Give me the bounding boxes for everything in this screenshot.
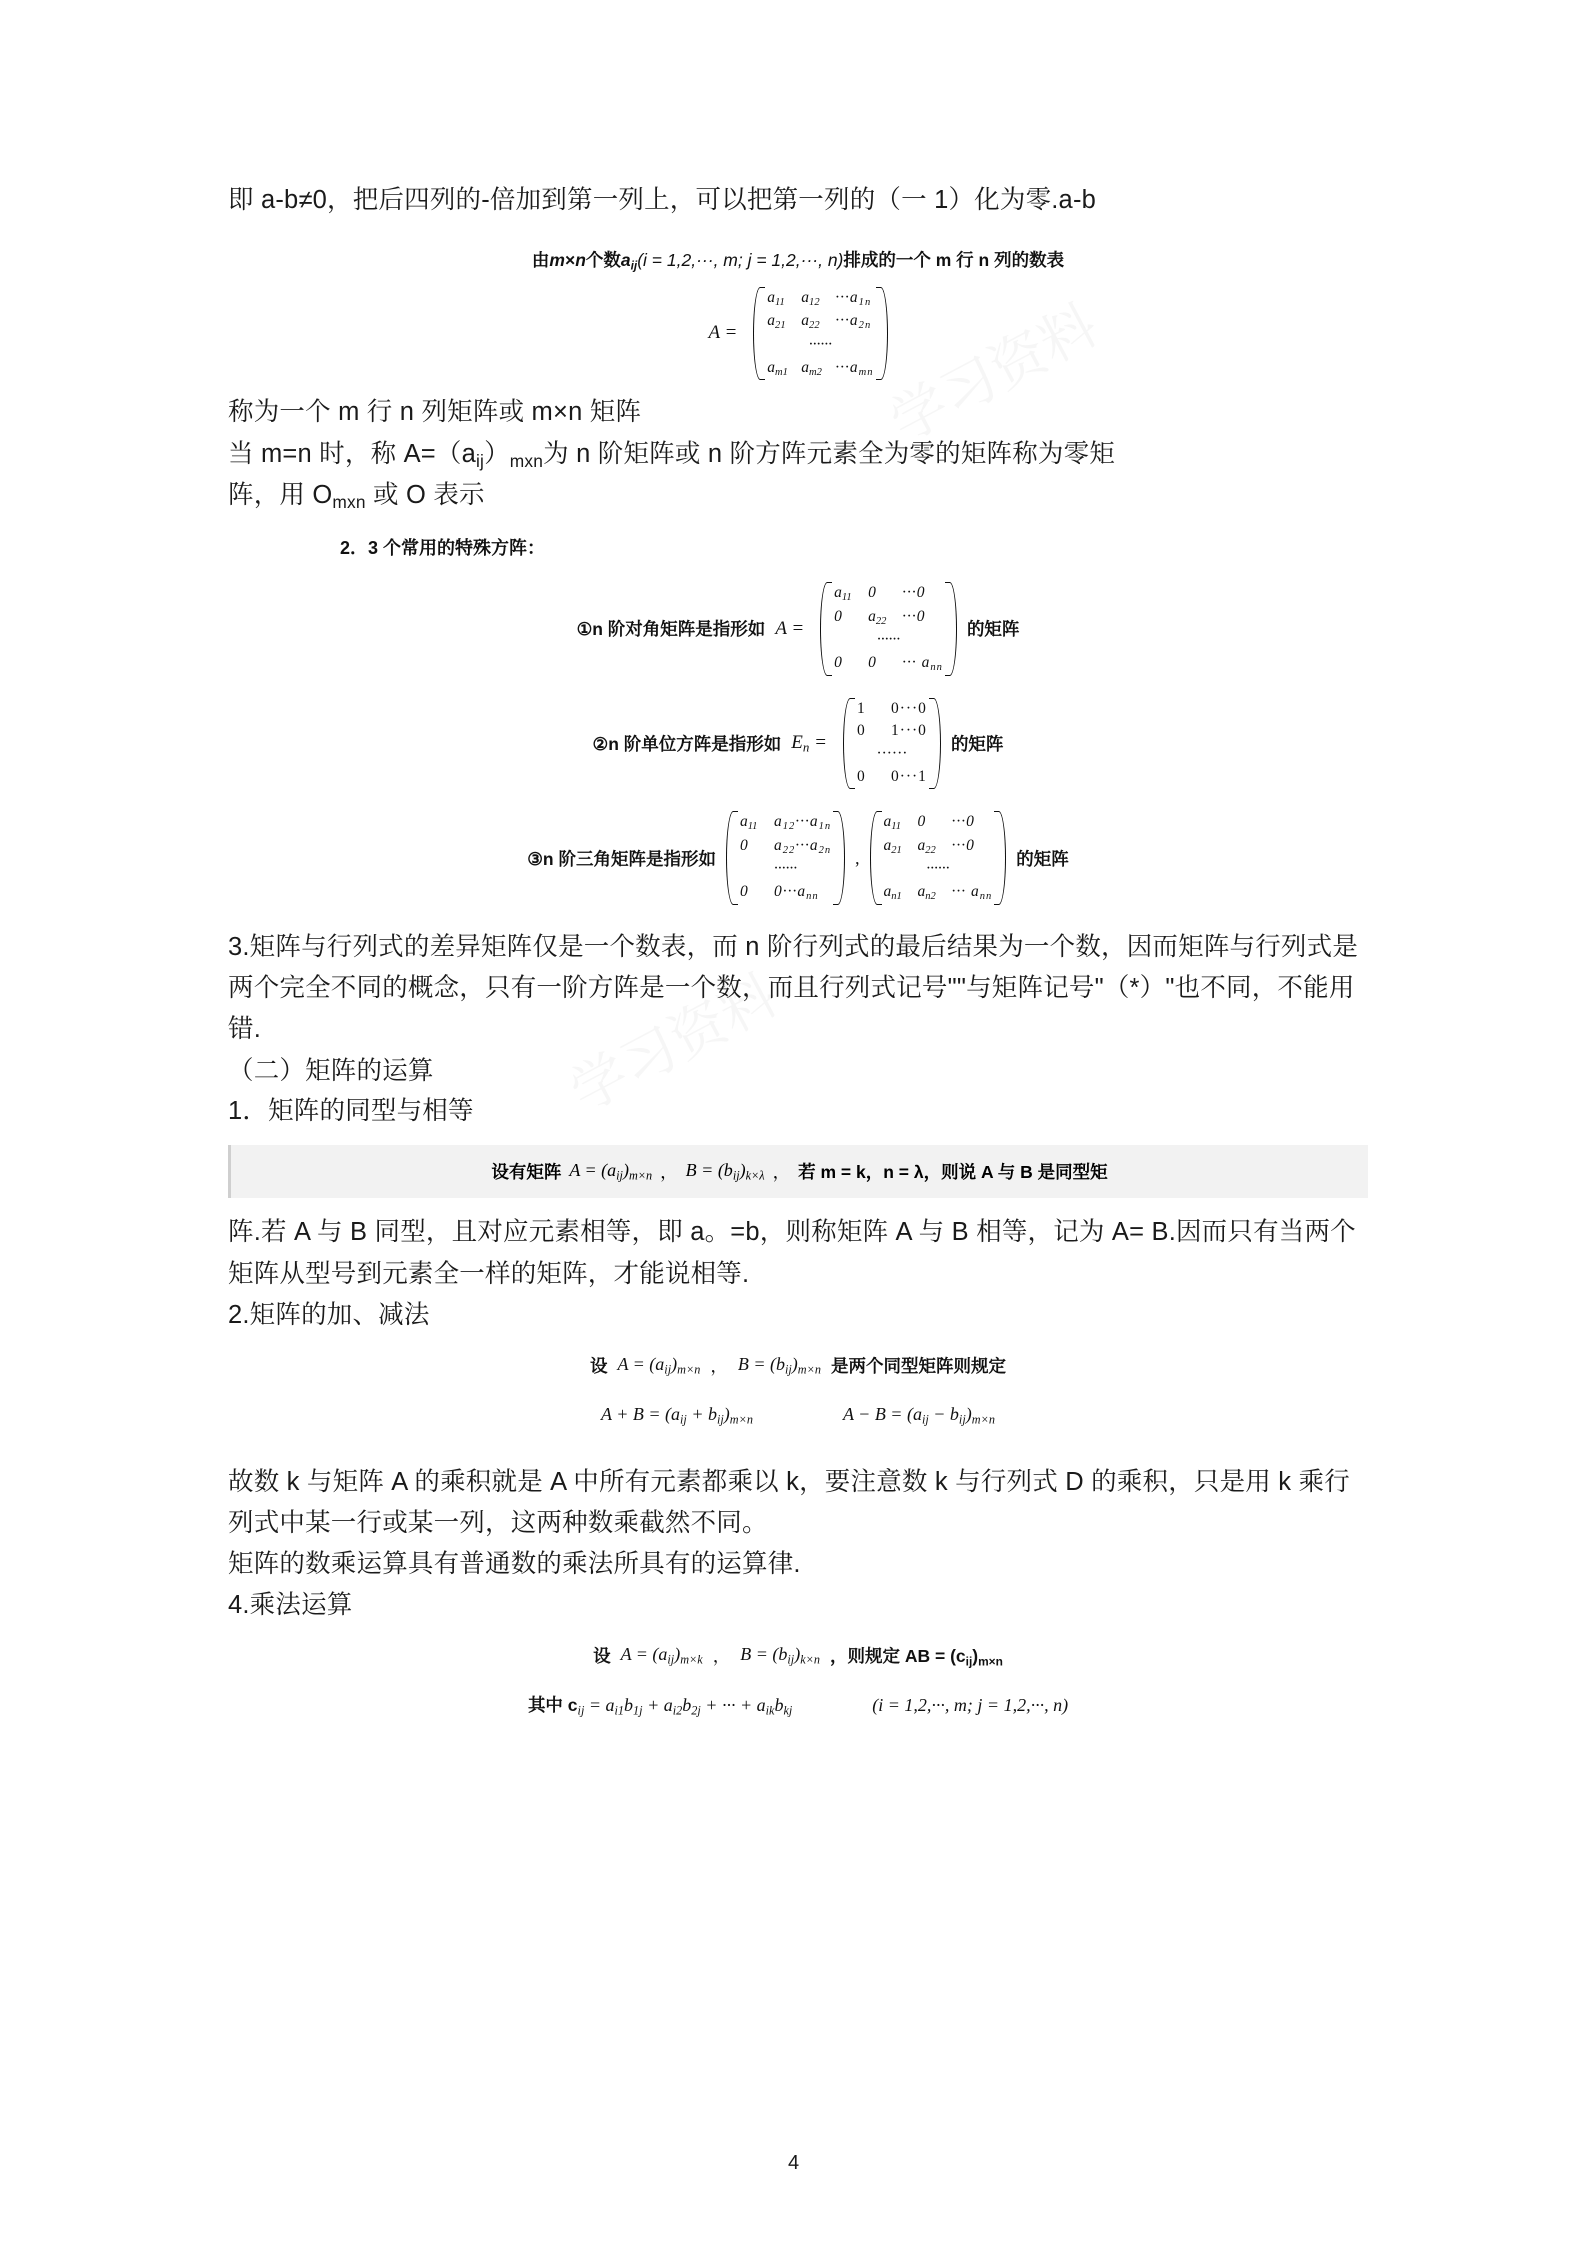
item2-eq-sub: n	[802, 739, 810, 755]
fig1-caption-n: n	[575, 250, 586, 271]
matrix-row: $a_{11}$ $a_{12} \cdot\cdot\cdot a_{1n}$	[767, 288, 872, 308]
paragraph-6: （二）矩阵的运算	[228, 1056, 434, 1085]
fig5-cij-formula	[528, 1692, 792, 1718]
fig1-caption-range: (i = 1,2,···, m; j = 1,2,···, n)	[637, 250, 844, 271]
fig5-suffix-text: ，则规定 AB = (c	[830, 1645, 966, 1666]
fig4-prefix: 设	[589, 1356, 608, 1377]
fig4-suffix: 是两个同型矩阵则规定	[831, 1356, 1006, 1377]
fig5-a-sub: ij	[667, 1652, 675, 1667]
fig5-expr-a	[621, 1644, 703, 1667]
fig1-caption-m: m	[549, 250, 565, 271]
item3-matrix-upper	[726, 811, 845, 905]
fig5-term2-b-sub: 2j	[691, 1703, 701, 1718]
matrix-row: 0 0···1	[856, 768, 927, 786]
fig5-b-dim: k×n	[800, 1652, 821, 1667]
paragraph-4	[228, 475, 1368, 516]
item1-suffix: 的矩阵	[966, 619, 1020, 640]
item2-eq-label	[791, 732, 827, 756]
item3-suffix: 的矩阵	[1016, 848, 1069, 869]
page-number: 4	[787, 2152, 800, 2174]
fig4-a: A = (a	[617, 1353, 665, 1374]
fig5-prefix: 设	[593, 1645, 611, 1666]
matrix-row: $a_{m1}$ $a_{m2} \cdot\cdot\cdot a_{mn}$	[767, 358, 874, 378]
fig4-sub-a: A − B = (a	[843, 1404, 922, 1425]
fig1-caption-ij: ij	[630, 258, 638, 273]
fig5-term3-b-sub: kj	[783, 1703, 793, 1718]
fig5-term2-b: b	[682, 1695, 692, 1716]
fig3-comma1: ，	[660, 1162, 678, 1183]
p3-part-c: 为 n 阶矩阵或 n 阶方阵元素全为零的矩阵称为零矩	[543, 439, 1116, 468]
fig5-b-tail: )	[794, 1643, 801, 1664]
fig3-prefix: 设有矩阵	[491, 1162, 562, 1183]
fig3-comma2: ，	[772, 1162, 791, 1183]
matrix-row: 0 0 ··· $a_{nn}$	[834, 654, 943, 673]
fig4-add-dim: m×n	[729, 1412, 753, 1427]
fig5-term3-a: + ··· + a	[700, 1695, 766, 1716]
fig4-a-tail: )	[671, 1353, 678, 1374]
fig4-sub-b-sub: ij	[958, 1412, 966, 1427]
fig4-b-tail: )	[791, 1353, 798, 1374]
fig4-a-dim: m×n	[677, 1362, 701, 1377]
matrix-row: 0 $0\cdot\cdot\cdot a_{nn}$	[739, 883, 819, 903]
fig5-term2-a-sub: i2	[672, 1703, 683, 1718]
figure1-caption	[532, 247, 1064, 272]
fig3-b: B = (b	[685, 1160, 733, 1181]
fig3-a-tail: )	[622, 1160, 629, 1181]
fig4-add-mid: + b	[686, 1404, 717, 1425]
fig3-expr-b	[686, 1160, 765, 1183]
item2-eq-equals: =	[814, 731, 827, 753]
fig5-term2-a: + a	[642, 1695, 673, 1716]
p3-sub-ij: ij	[475, 450, 485, 471]
fig5-c-tail: )	[972, 1645, 979, 1666]
matrix-row: ······	[876, 745, 908, 763]
fig5-term1-b: b	[624, 1695, 634, 1716]
fig1-caption-mid: 个数	[585, 250, 621, 271]
fig5-c-sub: ij	[965, 1654, 973, 1669]
paragraph-7: 1．矩阵的同型与相等	[228, 1097, 474, 1126]
fig3-b-sub: ij	[732, 1168, 740, 1183]
fig3-b-tail: )	[739, 1160, 746, 1181]
item2-label: ②n 阶单位方阵是指形如	[592, 733, 782, 754]
fig4-b-dim: m×n	[797, 1362, 821, 1377]
item3-comma: ,	[855, 847, 860, 868]
paragraph-5: 3.矩阵与行列式的差异矩阵仅是一个数表，而 n 阶行列式的最后结果为一个数，因而矩阵与行列式是两个完全不同的概念，只有一阶方阵是一个数，而且行列式记号""与矩阵记号"（*）"也不同，不能用错.	[228, 932, 1359, 1044]
fig5-b-sub: ij	[787, 1652, 795, 1667]
matrix-row: ······	[773, 860, 798, 878]
fig4-add-b-sub: ij	[716, 1412, 724, 1427]
fig4-expr-b	[738, 1354, 821, 1377]
figure-special-matrices	[228, 534, 1368, 905]
fig4-sub-tail: )	[965, 1404, 972, 1425]
p3-sub-mxn: mxn	[509, 450, 544, 471]
page-content	[228, 180, 1368, 1729]
fig3-a-dim: m×n	[628, 1168, 653, 1183]
fig4-add-a-sub: ij	[680, 1412, 687, 1427]
fig4-b-sub: ij	[784, 1362, 792, 1377]
matrix-row: 0 $a_{22} \cdot\cdot\cdot 0$	[834, 607, 926, 627]
figure-matrix-definition	[228, 247, 1368, 380]
paragraph-10: 故数 k 与矩阵 A 的乘积就是 A 中所有元素都乘以 k，要注意数 k 与行列式 D 的乘积，只是用 k 乘行列式中某一行或某一列，这两种数乘截然不同。	[228, 1467, 1350, 1537]
fig5-a-tail: )	[674, 1643, 681, 1664]
fig4-eq-sub	[843, 1404, 995, 1427]
fig4-expr-a	[617, 1354, 700, 1377]
p3-part-b: ）	[484, 439, 510, 468]
fig5-term1-a: = a	[584, 1695, 615, 1716]
fig5-cij-sub: ij	[577, 1703, 585, 1718]
fig5-term3-a-sub: ik	[765, 1703, 775, 1718]
matrix-row: $a_{11}$ 0 ···0	[883, 813, 975, 833]
fig1-eq-label: A =	[708, 322, 738, 344]
fig1-caption-prefix: 由	[531, 250, 550, 271]
fig5-suffix	[830, 1643, 1003, 1668]
figure2-item-diagonal	[228, 582, 1368, 676]
matrix-row: 0 1···0	[856, 722, 927, 740]
figure-same-type-definition	[228, 1145, 1368, 1198]
matrix-row: 0 $a_{22}\cdot\cdot\cdot a_{2n}$	[739, 836, 832, 856]
matrix-row: $a_{21}$ $a_{22} \cdot\cdot\cdot 0$	[883, 836, 975, 856]
fig3-cond: 若 m = k，n = λ，则说 A 与 B 是同型矩	[798, 1162, 1108, 1183]
paragraph-8: 阵.若 A 与 B 同型，且对应元素相等，即 a。=b，则称矩阵 A 与 B 相等，记为 A= B.因而只有当两个矩阵从型号到元素全一样的矩阵，才能说相等.	[228, 1218, 1356, 1288]
item1-label: ①n 阶对角矩阵是指形如	[576, 619, 766, 640]
fig5-cij-prefix: 其中 c	[527, 1695, 578, 1716]
figure2-heading: 2．3 个常用的特殊方阵：	[340, 537, 546, 558]
matrix-row: $a_{11}$ $a_{12}\cdot\cdot\cdot a_{1n}$	[739, 813, 832, 833]
paragraph-11: 矩阵的数乘运算具有普通数的乘法所具有的运算律.	[228, 1550, 801, 1579]
fig5-term1-b-sub: 1j	[633, 1703, 643, 1718]
fig5-expr-b	[740, 1644, 820, 1667]
figure-addition-subtraction	[228, 1353, 1368, 1427]
fig4-add-a: A + B = (a	[601, 1404, 680, 1425]
fig4-b: B = (b	[737, 1353, 785, 1374]
fig1-caption-suffix: 排成的一个 m 行 n 列的数表	[843, 250, 1065, 271]
matrix-row: $a_{n1}$ $a_{n2}$ ··· $a_{nn}$	[883, 883, 993, 903]
matrix-row: $a_{21}$ $a_{22} \cdot\cdot\cdot a_{2n}$	[767, 312, 872, 332]
fig3-a-sub: ij	[616, 1168, 623, 1183]
p4-part-a: 阵，用 O	[228, 480, 333, 509]
paragraph-3	[228, 434, 1368, 475]
paragraph-1: 即 a-b≠0，把后四列的-倍加到第一列上，可以把第一列的（一 1）化为零.a-b	[228, 186, 1097, 214]
item3-label: ③n 阶三角矩阵是指形如	[527, 848, 716, 869]
fig5-a: A = (a	[620, 1643, 668, 1664]
fig4-comma: ，	[710, 1356, 728, 1377]
fig5-a-dim: m×k	[680, 1652, 703, 1667]
fig4-sub-a-sub: ij	[921, 1412, 929, 1427]
p3-part-a: 当 m=n 时，称 A=（a	[228, 439, 476, 468]
matrix-row: ······	[926, 860, 950, 878]
fig4-eq-add	[601, 1404, 753, 1427]
item2-eq-E: E	[791, 731, 803, 753]
item2-suffix: 的矩阵	[950, 733, 1004, 754]
paragraph-9: 2.矩阵的加、减法	[228, 1300, 430, 1329]
matrix-row: $a_{11}$ 0 ···0	[834, 583, 926, 603]
fig3-b-dim: k×λ	[745, 1168, 765, 1183]
fig1-matrix	[753, 287, 887, 381]
paragraph-2: 称为一个 m 行 n 列矩阵或 m×n 矩阵	[228, 398, 642, 427]
fig5-b: B = (b	[740, 1643, 788, 1664]
item1-eq-label: A =	[775, 617, 805, 639]
fig3-expr-a	[569, 1160, 652, 1183]
fig1-caption-times: ×	[564, 250, 576, 271]
fig1-caption-a: a	[620, 250, 631, 271]
fig5-c-dim: m×n	[978, 1654, 1003, 1669]
figure2-item-triangular	[228, 811, 1368, 905]
matrix-row: ······	[808, 335, 833, 353]
p4-sub-mxn: mxn	[332, 491, 366, 512]
fig5-term3-b: b	[774, 1695, 784, 1716]
fig4-a-sub: ij	[664, 1362, 672, 1377]
paragraph-12: 4.乘法运算	[228, 1590, 353, 1619]
fig5-comma: ，	[712, 1645, 731, 1666]
fig4-add-tail: )	[723, 1404, 730, 1425]
fig5-term1-a-sub: i1	[614, 1703, 625, 1718]
fig3-a: A = (a	[569, 1160, 617, 1181]
matrix-row: 1 0···0	[856, 699, 927, 717]
matrix-row: ······	[876, 631, 901, 649]
fig4-sub-mid: − b	[928, 1404, 959, 1425]
fig4-sub-dim: m×n	[971, 1412, 995, 1427]
fig5-index-range: (i = 1,2,···, m; j = 1,2,···, n)	[872, 1694, 1069, 1715]
p4-part-b: 或 O 表示	[365, 480, 485, 509]
figure-multiplication	[228, 1643, 1368, 1719]
item3-matrix-lower	[870, 811, 1007, 905]
figure2-item-identity	[228, 698, 1368, 790]
item1-matrix	[820, 582, 957, 676]
item2-matrix	[843, 698, 941, 790]
